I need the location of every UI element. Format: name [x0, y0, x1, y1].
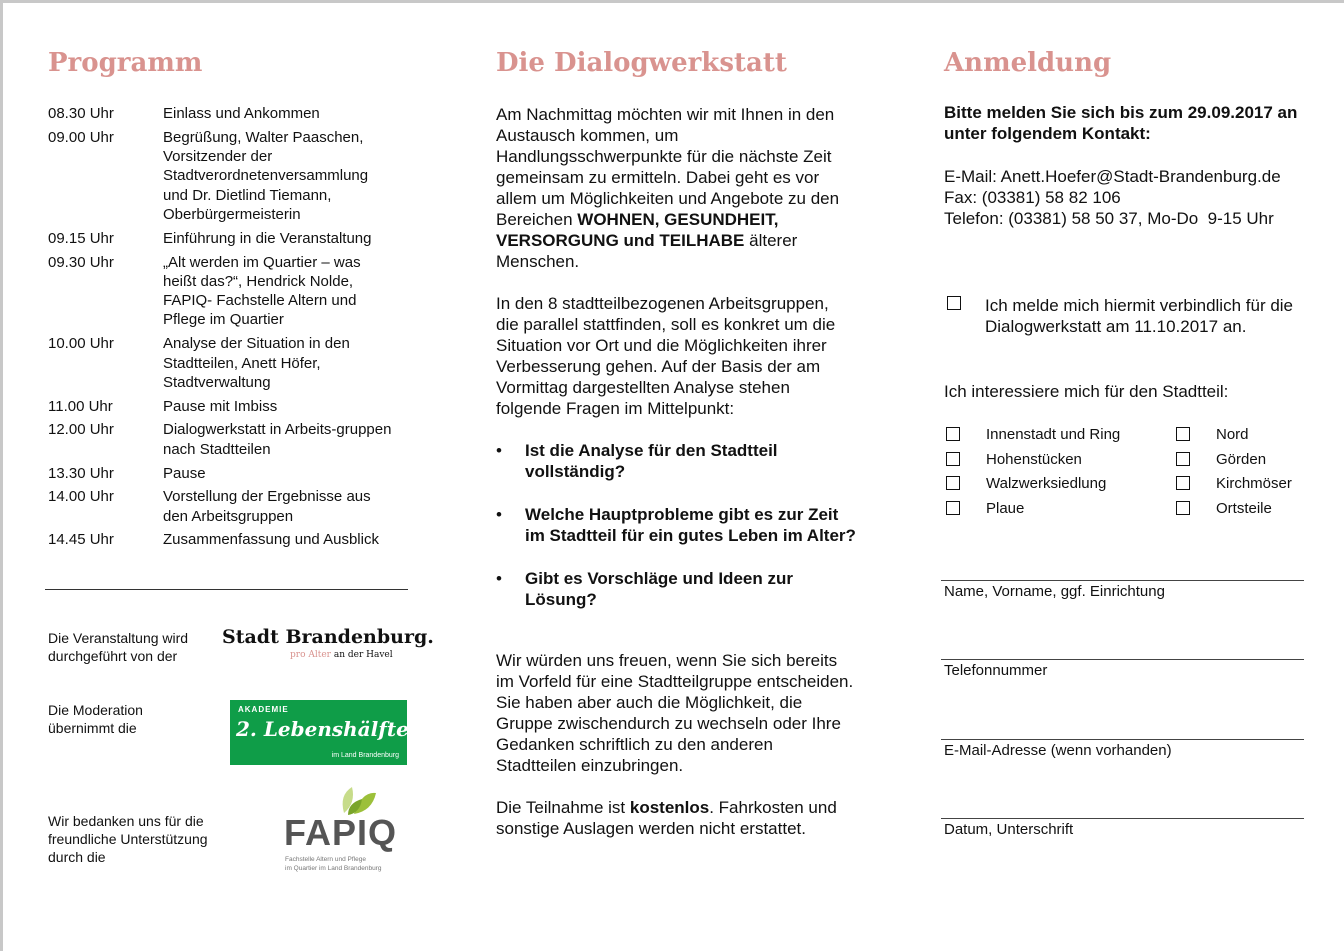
schedule-row: [48, 104, 393, 123]
district-label: Plaue: [986, 500, 1025, 518]
district-checkbox[interactable]: [946, 476, 960, 490]
organizer-text: Die Veranstaltung wird durchgeführt von der: [48, 630, 189, 664]
district-label: Ortsteile: [1216, 500, 1272, 518]
schedule-row: [48, 128, 393, 224]
p4-bold: kostenlos: [629, 798, 710, 817]
schedule-row: [48, 229, 393, 248]
schedule-text: Einführung in die Veranstaltung: [163, 229, 372, 247]
contact-email[interactable]: E-Mail: Anett.Hoefer@Stadt-Brandenburg.de: [944, 167, 1281, 186]
fapiq-line2: im Quartier im Land Brandenburg: [285, 865, 382, 872]
form-input-line[interactable]: [941, 818, 1304, 819]
p1-end: älterer Menschen.: [496, 231, 798, 271]
moderation-text: Die Moderation übernimmt die: [48, 702, 143, 736]
akademie-script: 2. Lebenshälfte: [236, 717, 409, 741]
program-schedule: [48, 104, 393, 554]
schedule-time: 13.30 Uhr: [48, 464, 114, 482]
dialog-invite-text: Wir würden uns freuen, wenn Sie sich bereits im Vorfeld für eine Stadtteilgruppe entscheiden. Sie haben aber auch die Möglichkeit, die Gruppe zwischendurch zu wechseln oder Ihre Gedanken schriftlich zu den anderen Stadtteilen einzubringen.: [496, 651, 854, 775]
dialog-intro: [496, 104, 856, 272]
district-checkbox[interactable]: [1176, 452, 1190, 466]
schedule-row: [48, 334, 393, 392]
schedule-text: Dialogwerkstatt in Arbeits-gruppen nach Stadtteilen: [163, 421, 392, 458]
cost-text: [496, 797, 856, 839]
registration-heading: Anmeldung: [944, 48, 1112, 78]
schedule-row: [48, 530, 393, 549]
district-label: Hohenstücken: [986, 450, 1082, 468]
district-label: Walzwerksiedlung: [986, 475, 1107, 493]
district-checkbox[interactable]: [1176, 427, 1190, 441]
p4-text: Die Teilnahme ist: [496, 798, 630, 817]
contact-fax: Fax: (03381) 58 82 106: [944, 188, 1121, 207]
registration-intro: Bitte melden Sie sich bis zum 29.09.2017 an unter folgendem Kontakt:: [944, 103, 1298, 143]
p1-text: Am Nachmittag möchten wir mit Ihnen in den Austausch kommen, um Handlungsschwerpunkte für die nächste Zeit gemeinsam zu ermitteln. Dabei geht es vor allem um Möglichkeiten und Angebote zu den Bereichen: [496, 105, 840, 229]
form-input-line[interactable]: [941, 739, 1304, 740]
leaf-icon: [334, 785, 379, 815]
schedule-time: 12.00 Uhr: [48, 421, 114, 439]
logo-sub-rest: an der Havel: [333, 650, 393, 660]
confirm-label: Ich melde mich hiermit verbindlich für die Dialogwerkstatt am 11.10.2017 an.: [985, 296, 1294, 336]
schedule-time: 09.00 Uhr: [48, 128, 114, 146]
confirm-checkbox[interactable]: [947, 296, 961, 310]
schedule-time: 09.30 Uhr: [48, 253, 114, 271]
dialog-groups-text: In den 8 stadtteilbezogenen Arbeitsgruppen, die parallel stattfinden, soll es konkret um die Situation vor Ort und die Möglichkeiten ihrer Verbesserung gehen. Auf der Basis der am Vormittag dargestellten Analyse stehen folgende Fragen im Mittelpunkt:: [496, 294, 836, 418]
question-item: • Welche Hauptprobleme gibt es zur Zeit im Stadtteil für ein gutes Leben im Alter?: [525, 504, 856, 546]
form-field-label: E-Mail-Adresse (wenn vorhanden): [944, 742, 1172, 759]
schedule-row: [48, 464, 393, 483]
contact-phone: Telefon: (03381) 58 50 37, Mo-Do 9-15 Uhr: [944, 209, 1274, 228]
akademie-label: AKADEMIE: [238, 705, 289, 714]
form-input-line[interactable]: [941, 580, 1304, 581]
stadt-brandenburg-logo: Stadt Brandenburg.: [222, 626, 434, 648]
logo-subline: [290, 650, 393, 661]
fapiq-line1: Fachstelle Altern und Pflege: [285, 856, 366, 863]
question-item: • Ist die Analyse für den Stadtteil vollständig?: [525, 440, 856, 482]
schedule-time: 09.15 Uhr: [48, 229, 114, 247]
fapiq-sub: [285, 855, 381, 873]
schedule-text: „Alt werden im Quartier – was heißt das?“, Hendrick Nolde, FAPIQ- Fachstelle Altern und Pflege im Quartier: [163, 253, 361, 329]
schedule-time: 14.45 Uhr: [48, 531, 114, 549]
schedule-text: Pause mit Imbiss: [163, 397, 278, 415]
dialog-body: [496, 104, 856, 860]
question-list: [496, 440, 856, 610]
akademie-logo: [230, 700, 407, 765]
district-checkbox[interactable]: [946, 452, 960, 466]
dialog-heading: Die Dialogwerkstatt: [496, 48, 787, 78]
program-heading: Programm: [48, 48, 203, 78]
schedule-text: Vorstellung der Ergebnisse aus den Arbeitsgruppen: [163, 488, 371, 525]
schedule-text: Begrüßung, Walter Paaschen, Vorsitzender der Stadtverordnetenversammlung und Dr. Dietlind Tiemann, Oberbürgermeisterin: [163, 128, 369, 223]
form-field-label: Datum, Unterschrift: [944, 821, 1074, 838]
form-field-label: Name, Vorname, ggf. Einrichtung: [944, 583, 1165, 600]
district-label: Nord: [1216, 426, 1249, 443]
district-checkbox[interactable]: [946, 427, 960, 441]
schedule-text: Zusammenfassung und Ausblick: [163, 531, 379, 549]
p1-bold: WOHNEN, GESUNDHEIT, VERSORGUNG und TEILHABE: [496, 210, 779, 250]
schedule-row: [48, 253, 393, 330]
district-checkbox[interactable]: [946, 501, 960, 515]
district-label: Innenstadt und Ring: [986, 426, 1121, 443]
thanks-text: Wir bedanken uns für die freundliche Unterstützung durch die: [48, 813, 208, 865]
district-label: Görden: [1216, 450, 1267, 468]
form-input-line[interactable]: [941, 659, 1304, 660]
schedule-text: Einlass und Ankommen: [163, 105, 320, 122]
district-checkbox[interactable]: [1176, 476, 1190, 490]
fapiq-name: FAPIQ: [284, 812, 398, 853]
fapiq-logo: [284, 785, 404, 875]
question-item: • Gibt es Vorschläge und Ideen zur Lösung?: [525, 568, 856, 610]
district-checkbox[interactable]: [1176, 501, 1190, 515]
schedule-text: Analyse der Situation in den Stadtteilen, Anett Höfer, Stadtverwaltung: [163, 335, 350, 391]
form-field-label: Telefonnummer: [944, 662, 1048, 679]
schedule-text: Pause: [163, 464, 206, 482]
schedule-time: 14.00 Uhr: [48, 488, 114, 506]
schedule-time: 11.00 Uhr: [48, 397, 113, 415]
district-label: Ich interessiere mich für den Stadtteil:: [944, 382, 1229, 401]
schedule-row: [48, 420, 393, 459]
district-label: Kirchmöser: [1216, 475, 1292, 493]
p4-end: . Fahrkosten und sonstige Auslagen werden nicht erstattet.: [496, 798, 837, 838]
schedule-row: [48, 397, 393, 416]
schedule-time: 10.00 Uhr: [48, 335, 114, 353]
schedule-row: [48, 487, 393, 526]
logo-sub-pink: pro Alter: [290, 650, 331, 660]
divider: [45, 589, 408, 590]
akademie-sub: im Land Brandenburg: [331, 752, 399, 759]
schedule-time: 08.30 Uhr: [48, 105, 114, 122]
